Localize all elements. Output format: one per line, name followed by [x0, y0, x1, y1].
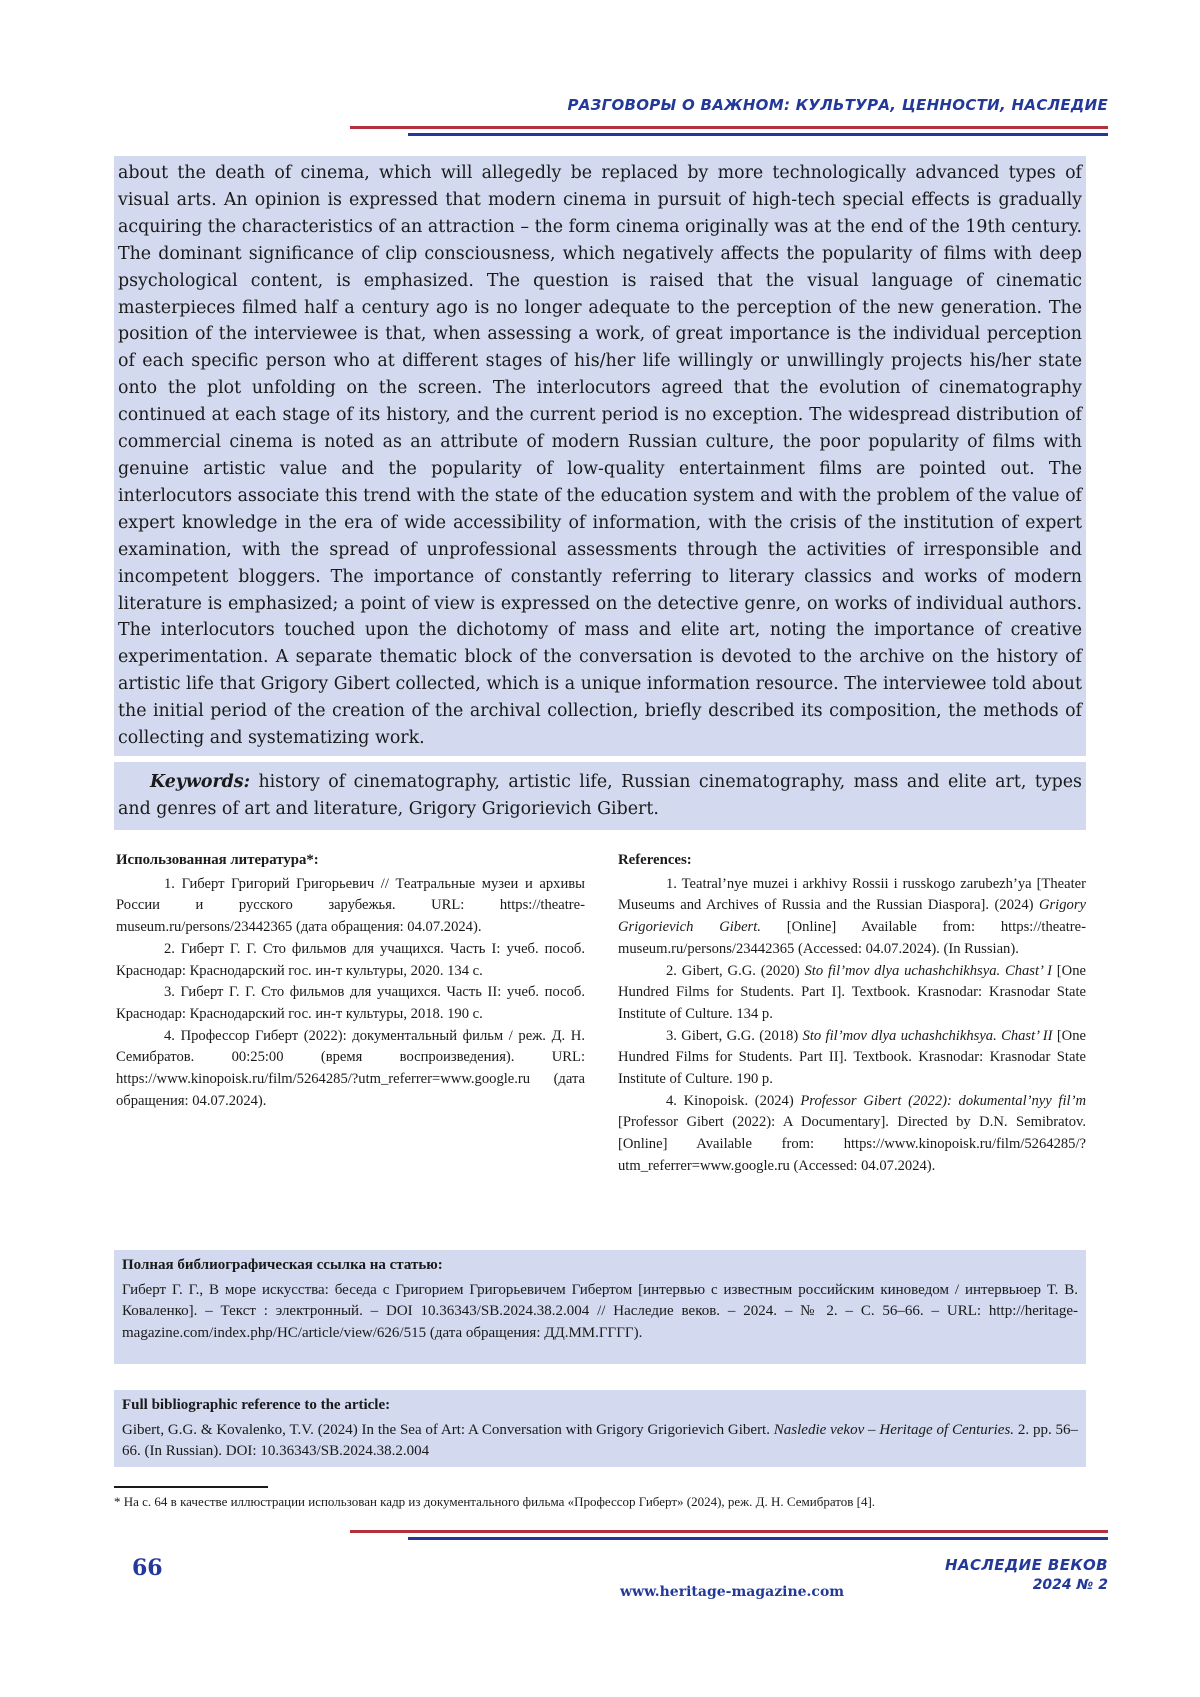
reference-ru-item: 3. Гиберт Г. Г. Сто фильмов для учащихся. Часть II: учеб. пособ. Краснодар: Краснодарский гос. ин-т культуры, 2018. 190 с.	[116, 984, 585, 1022]
magazine-name: НАСЛЕДИЕ ВЕКОВ	[945, 1556, 1108, 1574]
reference-en-item: 4. Kinopoisk. (2024) Professor Gibert (2022): dokumental’nyy fil’m [Professor Gibert (2022): A Documentary]. Directed by D.N. Semibratov. [Online] Available from: https://www.kinopoisk.ru/film/5264285/?utm_referrer=www.google.ru (Accessed: 04.07.2024).	[618, 1092, 1086, 1174]
reference-en-item: 3. Gibert, G.G. (2018) Sto fil’mov dlya uchashchikhsya. Chast’ II [One Hundred Films for Students. Part II]. Textbook. Krasnodar: Krasnodar State Institute of Culture. 190 p.	[618, 1027, 1086, 1088]
reference-ru-item: 4. Профессор Гиберт (2022): документальный фильм / реж. Д. Н. Семибратов. 00:25:00 (время воспроизведения). URL: https://www.kinopoisk.ru/film/5264285/?utm_referrer=www.google.ru (дата обращения: 04.07.2024).	[116, 1027, 585, 1109]
references-en	[618, 850, 1086, 1178]
footer-rule-blue	[408, 1537, 1108, 1540]
footer-rule-red	[350, 1530, 1108, 1533]
reference-ru-item: 1. Гиберт Григорий Григорьевич // Театральные музеи и архивы России и русского зарубежья. URL: https://theatre-museum.ru/persons/23442365 (дата обращения: 04.07.2024).	[116, 875, 585, 936]
citation-en-text: Gibert, G.G. & Kovalenko, T.V. (2024) In the Sea of Art: A Conversation with Grigory Grigorievich Gibert. Nasledie vekov – Heritage of Centuries. 2. pp. 56–66. (In Russian). DOI: 10.36343/SB.2024.38.2.004	[122, 1421, 1078, 1459]
magazine-issue: 2024 № 2	[1032, 1577, 1108, 1593]
footnote-rule	[114, 1486, 268, 1488]
citation-en-heading: Full bibliographic reference to the article:	[122, 1397, 391, 1413]
reference-en-item: 2. Gibert, G.G. (2020) Sto fil’mov dlya uchashchikhsya. Chast’ I [One Hundred Films for Students. Part I]. Textbook. Krasnodar: Krasnodar State Institute of Culture. 134 p.	[618, 962, 1086, 1022]
header-rule-blue	[408, 133, 1108, 136]
footnote: * На с. 64 в качестве иллюстрации использован кадр из документального фильма «Профессор Гиберт» (2024), реж. Д. Н. Семибратов [4].	[114, 1494, 876, 1509]
running-title: РАЗГОВОРЫ О ВАЖНОМ: КУЛЬТУРА, ЦЕННОСТИ, НАСЛЕДИЕ	[567, 96, 1108, 114]
citation-ru-box	[114, 1250, 1086, 1364]
references-ru-heading: Использованная литература*:	[116, 852, 319, 868]
magazine-logo	[945, 1556, 1108, 1593]
keywords-text: history of cinematography, artistic life, Russian cinematography, mass and elite art, types and genres of art and literature, Grigory Grigorievich Gibert.	[118, 772, 1082, 819]
citation-ru-heading: Полная библиографическая ссылка на статью:	[122, 1257, 443, 1273]
page-number: 66	[132, 1555, 163, 1581]
reference-en-item: 1. Teatral’nye muzei i arkhivy Rossii i russkogo zarubezh’ya [Theater Museums and Archives of Russia and the Russian Diaspora]. (2024) Grigory Grigorievich Gibert. [Online] Available from: https://theatre-museum.ru/persons/23442365 (Accessed: 04.07.2024). (In Russian).	[618, 875, 1086, 957]
reference-ru-item: 2. Гиберт Г. Г. Сто фильмов для учащихся. Часть I: учеб. пособ. Краснодар: Краснодарский гос. ин-т культуры, 2020. 134 с.	[116, 940, 585, 979]
abstract-box	[114, 156, 1086, 756]
abstract-text: about the death of cinema, which will allegedly be replaced by more technologically advanced types of visual arts. An opinion is expressed that modern cinema in pursuit of high-tech special effects is gradually acquiring the characteristics of an attraction – the form cinema originally was at the end of the 19th century. The dominant significance of clip consciousness, which negatively affects the popularity of films with deep psychological content, is emphasized. The question is raised that the visual language of cinematic masterpieces filmed half a century ago is no longer adequate to the perception of the new generation. The position of the interviewee is that, when assessing a work, of great importance is the individual perception of each specific person who at different stages of his/her life willingly or unwillingly projects his/her state onto the plot unfolding on the screen. The interlocutors agreed that the evolution of cinematography continued at each stage of its history, and the current period is no exception. The widespread distribution of commercial cinema is noted as an attribute of modern Russian culture, the poor popularity of films with genuine artistic value and the popularity of low-quality entertainment films are pointed out. The interlocutors associate this trend with the state of the education system and with the problem of the value of expert knowledge in the era of wide accessibility of information, with the crisis of the institution of expert examination, with the spread of unprofessional assessments through the activities of irresponsible and incompetent bloggers. The importance of constantly referring to literary classics and works of modern literature is emphasized; a point of view is expressed on the detective genre, on works of individual authors. The interlocutors touched upon the dichotomy of mass and elite art, noting the importance of creative experimentation. A separate thematic block of the conversation is devoted to the archive on the history of artistic life that Grigory Gibert collected, which is a unique information resource. The interviewee told about the initial period of the creation of the archival collection, briefly described its composition, the methods of collecting and systematizing work.	[118, 163, 1082, 749]
references-ru	[116, 850, 585, 1112]
website-link[interactable]: www.heritage-magazine.com	[620, 1584, 845, 1600]
citation-ru-text: Гиберт Г. Г., В море искусства: беседа с Григорием Григорьевичем Гибертом [интервью с известным российским киноведом / интервьюер Т. В. Коваленко]. – Текст : электронный. – DOI 10.36343/SB.2024.38.2.004 // Наследие веков. – 2024. – № 2. – С. 56–66. – URL: http://heritage-magazine.com/index.php/HC/article/view/626/515 (дата обращения: ДД.ММ.ГГГГ).	[122, 1281, 1078, 1341]
header-rule-red	[350, 126, 1108, 129]
references-en-heading: References:	[618, 852, 692, 868]
keywords-box	[114, 762, 1086, 830]
citation-en-box	[114, 1390, 1086, 1467]
keywords-label: Keywords:	[150, 772, 251, 792]
